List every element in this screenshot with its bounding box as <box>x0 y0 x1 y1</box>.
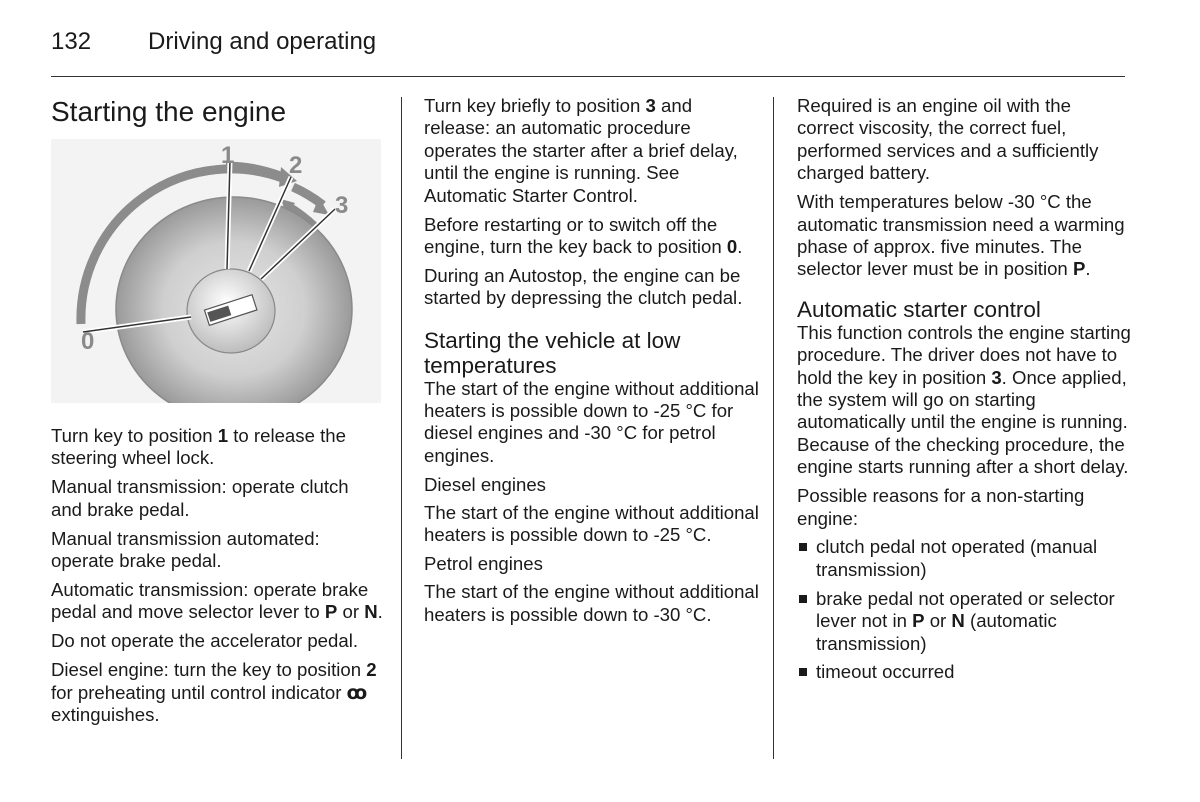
paragraph: Diesel engine: turn the key to position 2 for preheating until control indicator ꝏ extinguishes. <box>51 659 377 725</box>
column-divider <box>401 97 402 759</box>
paragraph: Required is an engine oil with the correct viscosity, the correct fuel, performed services and a sufficiently charged battery. <box>797 95 1099 184</box>
paragraph: Automatic transmission: operate brake pedal and move selector lever to P or N. <box>51 578 383 623</box>
page-number: 132 <box>51 28 92 55</box>
paragraph: Manual transmission: operate clutch and brake pedal. <box>51 476 349 520</box>
paragraph: Do not operate the accelerator pedal. <box>51 630 358 652</box>
paragraph: Before restarting or to switch off the engine, turn the key back to position 0. <box>424 213 743 257</box>
heading-low-temperatures: Starting the vehicle at low temperatures <box>424 327 681 378</box>
list-item: clutch pedal not operated (manual transmission) <box>797 536 1131 581</box>
column-2 <box>424 95 760 632</box>
column-divider <box>773 97 774 759</box>
paragraph: With temperatures below -30 °C the automatic transmission need a warming phase of approx. five minutes. The selector lever must be in position P. <box>797 191 1125 280</box>
label-position-2: 2 <box>289 152 303 179</box>
paragraph: The start of the engine without additional heaters is possible down to -30 °C. <box>424 581 759 625</box>
paragraph: Possible reasons for a non-starting engine: <box>797 485 1085 529</box>
label-position-3: 3 <box>335 192 349 219</box>
chapter-title: Driving and operating <box>148 28 377 55</box>
ignition-diagram <box>51 139 381 403</box>
heading-diesel-engines: Diesel engines <box>424 473 546 495</box>
list-item: brake pedal not operated or selector lever not in P or N (automatic transmission) <box>797 588 1131 655</box>
ignition-key-figure <box>51 139 381 403</box>
page-header <box>51 24 1125 77</box>
paragraph: Turn key briefly to position 3 and release: an automatic procedure operates the starter after a brief delay, until the engine is running. See Automatic Starter Control. <box>424 95 738 206</box>
paragraph: The start of the engine without additional heaters is possible down to -25 °C. <box>424 501 759 546</box>
heading-petrol-engines: Petrol engines <box>424 553 543 575</box>
label-position-1: 1 <box>221 142 235 169</box>
paragraph: This function controls the engine starting procedure. The driver does not have to hold the key in position 3. Once applied, the system will go on starting automatically until the engine is running. Because of the checking procedure, the engine starts running after a short delay. <box>797 321 1131 478</box>
paragraph: Turn key to position 1 to release the steering wheel lock. <box>51 425 346 469</box>
preheat-indicator-icon: ꝏ <box>346 681 368 703</box>
heading-automatic-starter-control: Automatic starter control <box>797 296 1041 322</box>
column-3 <box>797 95 1131 690</box>
paragraph: Manual transmission automated: operate brake pedal. <box>51 527 320 572</box>
heading-starting-engine: Starting the engine <box>51 96 287 127</box>
reasons-list <box>797 536 1131 683</box>
paragraph: During an Autostop, the engine can be started by depressing the clutch pedal. <box>424 264 743 309</box>
column-1 <box>51 95 383 733</box>
paragraph: The start of the engine without additional heaters is possible down to -25 °C for diesel engines and -30 °C for petrol engines. <box>424 377 759 466</box>
label-position-0: 0 <box>81 328 95 355</box>
list-item: timeout occurred <box>797 661 1131 683</box>
